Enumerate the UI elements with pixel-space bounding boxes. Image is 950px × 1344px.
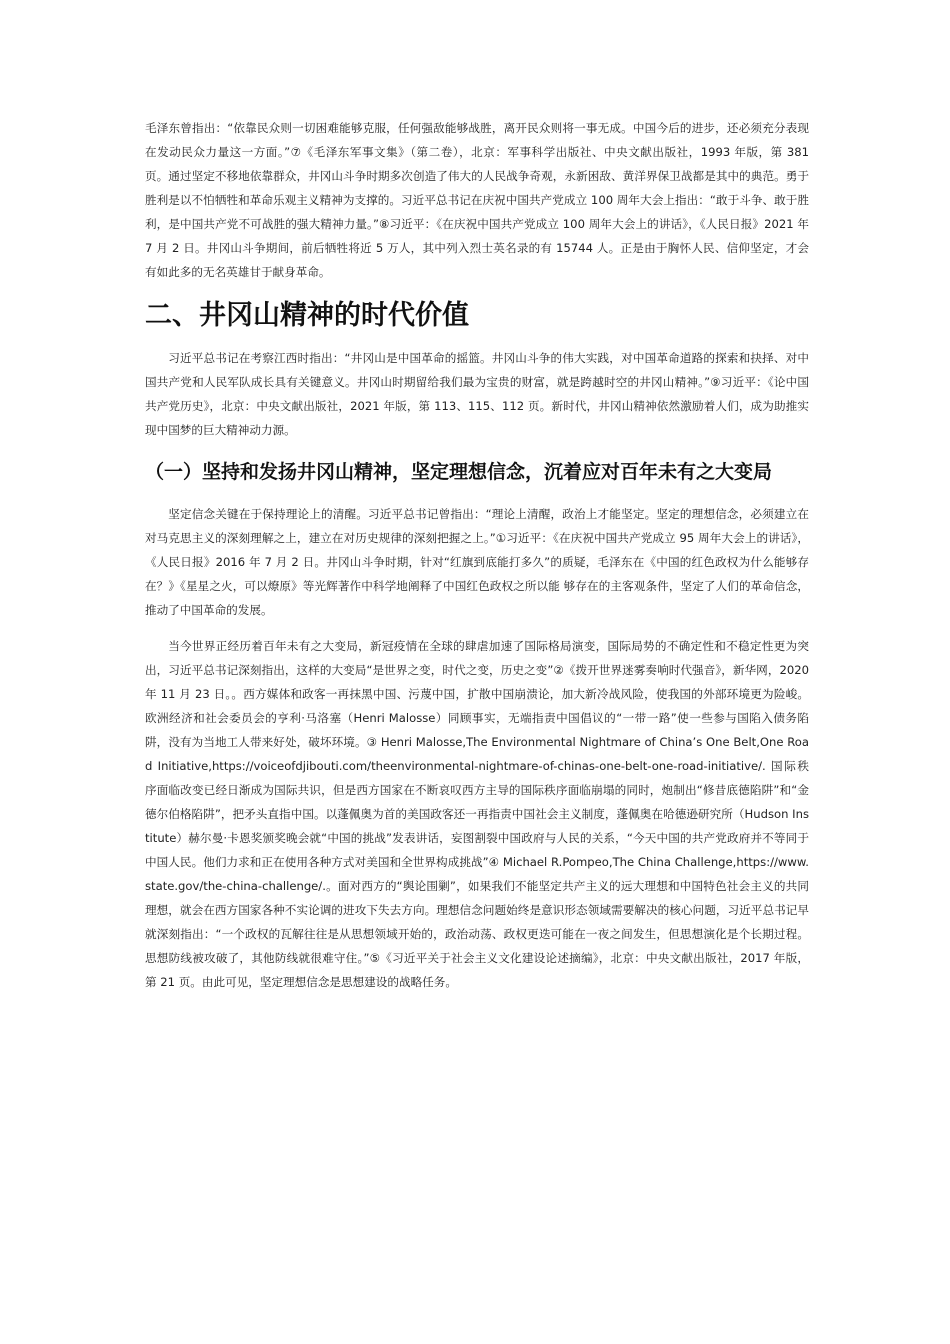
paragraph-theory: 坚定信念关键在于保持理论上的清醒。习近平总书记曾指出：“理论上清醒，政治上才能坚定。坚定的理想信念，必须建立在对马克思主义的深刻理解之上，建立在对历史规律的深刻把握之上。”①习近平：《在庆祝中国共产党成立 95 周年大会上的讲话》，《人民日报》2016 年 7 月 2 日。井冈山斗争时期，针对“红旗到底能打多久”的质疑，毛泽东在《中国的红色政权为什么能够存在？》《星星之火，可以燎原》等光辉著作中科学地阐释了中国红色政权之所以能 够存在的主客观条件，坚定了人们的革命信念，推动了中国革命的发展。 bbox=[145, 507, 809, 617]
document-page bbox=[145, 116, 809, 994]
section-heading: 二、井冈山精神的时代价值 bbox=[145, 300, 469, 331]
paragraph-jinggangshan-value: 习近平总书记在考察江西时指出：“井冈山是中国革命的摇篮。井冈山斗争的伟大实践，对中国革命道路的探索和抉择、对中国共产党和人民军队成长具有关键意义。井冈山时期留给我们最为宝贵的财富，就是跨越时空的井冈山精神。”⑨习近平：《论中国共产党历史》，北京：中央文献出版社，2021 年版，第 113、115、112 页。新时代，井冈山精神依然激励着人们，成为助推实现中国梦的巨大精神动力源。 bbox=[145, 351, 809, 437]
paragraph-masses: 毛泽东曾指出：“依靠民众则一切困难能够克服，任何强敌能够战胜，离开民众则将一事无成。中国今后的进步，还必须充分表现在发动民众力量这一方面。”⑦《毛泽东军事文集》（第二卷），北京：军事科学出版社、中央文献出版社，1993 年版，第 381 页。通过坚定不移地依靠群众，井冈山斗争时期多次创造了伟大的人民战争奇观，永新困敌、黄洋界保卫战都是其中的典范。勇于胜利是以不怕牺牲和革命乐观主义精神为支撑的。习近平总书记在庆祝中国共产党成立 100 周年大会上指出：“敢于斗争、敢于胜利，是中国共产党不可战胜的强大精神力量。”⑧习近平：《在庆祝中国共产党成立 100 周年大会上的讲话》，《人民日报》2021 年 7 月 2 日。井冈山斗争期间，前后牺牲将近 5 万人，其中列入烈士英名录的有 15744 人。正是由于胸怀人民、信仰坚定，才会有如此多的无名英雄甘于献身革命。 bbox=[145, 121, 809, 279]
paragraph-world-change: 当今世界正经历着百年未有之大变局，新冠疫情在全球的肆虐加速了国际格局演变，国际局势的不确定性和不稳定性更为突出，习近平总书记深刻指出，这样的大变局“是世界之变，时代之变，历史之变”②《拨开世界迷雾奏响时代强音》，新华网，2020 年 11 月 23 日。。西方媒体和政客一再抹黑中国、污蔑中国，扩散中国崩溃论，加大新冷战风险，使我国的外部环境更为险峻。欧洲经济和社会委员会的亨利·马洛塞（Henri Malosse）同顾事实，无端指责中国倡议的“一带一路”使一些参与国陷入债务陷阱，没有为当地工人带来好处，破坏环境。③ Henri Malosse,The Environmental Nightmare of China’s One Belt,One Road Initiative,https://voiceofdjibouti.com/theenvironmental-nightmare-of-chinas-one-belt-one-road-initiative/. 国际秩序面临改变已经日渐成为国际共识，但是西方国家在不断哀叹西方主导的国际秩序面临崩塌的同时，炮制出“修昔底德陷阱”和“金德尔伯格陷阱”，把矛头直指中国。以蓬佩奥为首的美国政客还一再指责中国社会主义制度，蓬佩奥在哈德逊研究所（Hudson Institute）赫尔曼·卡恩奖颁奖晚会就“中国的挑战”发表讲话，妄图割裂中国政府与人民的关系，“今天中国的共产党政府并不等同于中国人民。他们力求和正在使用各种方式对美国和全世界构成挑战”④ Michael R.Pompeo,The China Challenge,https://www.state.gov/the-china-challenge/.。面对西方的“舆论围剿”，如果我们不能坚定共产主义的远大理想和中国特色社会主义的共同理想，就会在西方国家各种不实论调的进攻下失去方向。理想信念问题始终是意识形态领域需要解决的核心问题，习近平总书记早就深刻指出：“一个政权的瓦解往往是从思想领域开始的，政治动荡、政权更迭可能在一夜之间发生，但思想演化是个长期过程。思想防线被攻破了，其他防线就很难守住。”⑤《习近平关于社会主义文化建设论述摘编》，北京：中央文献出版社，2017 年版，第 21 页。由此可见，坚定理想信念是思想建设的战略任务。 bbox=[145, 639, 809, 989]
paragraph-gap bbox=[145, 622, 809, 634]
subsection-heading: （一）坚持和发扬井冈山精神，坚定理想信念，沉着应对百年未有之大变局 bbox=[145, 461, 773, 483]
